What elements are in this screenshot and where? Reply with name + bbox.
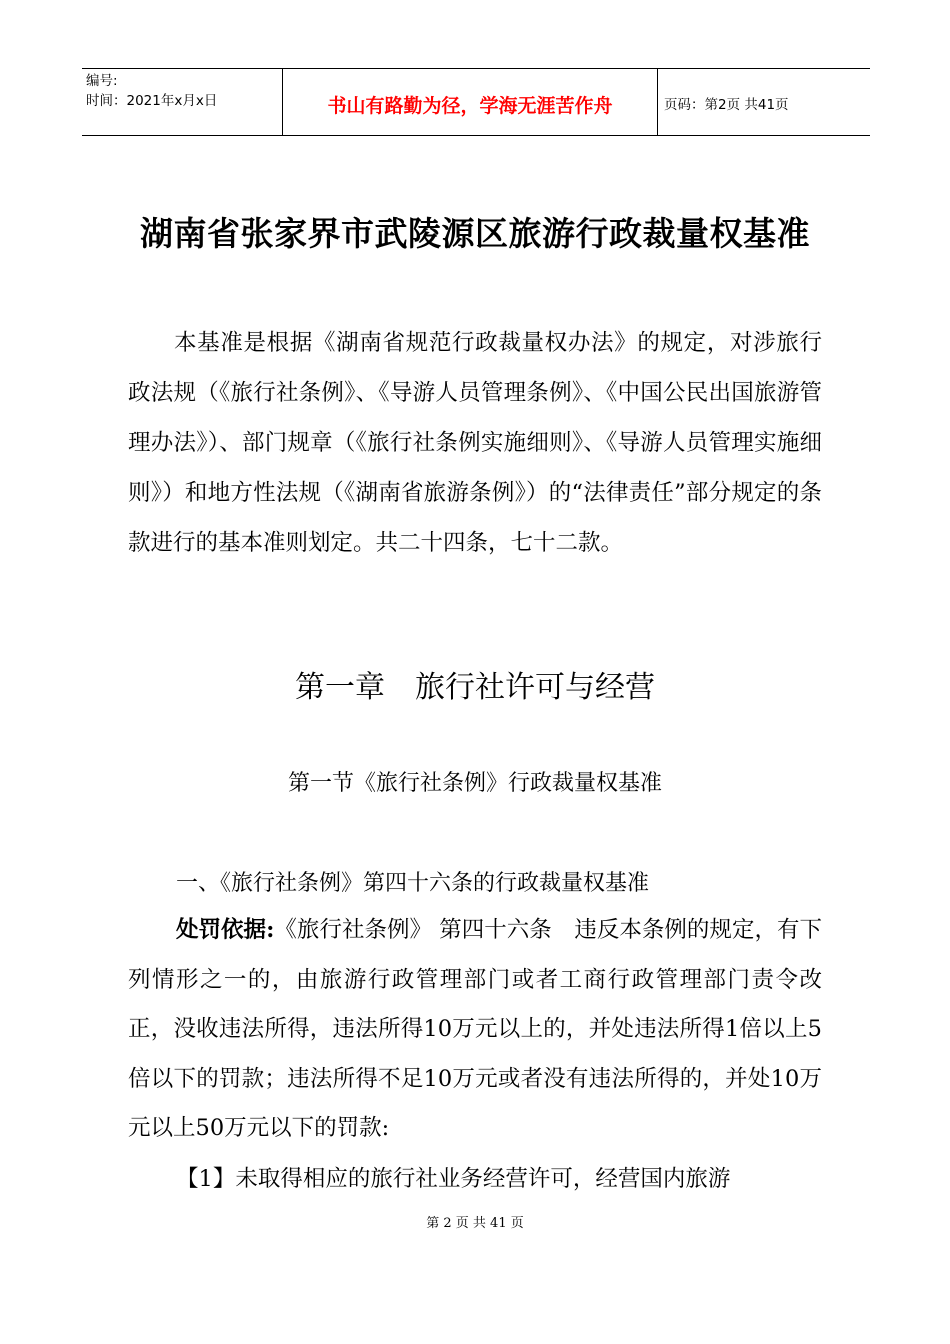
header-page-info: 页码：第2页 共41页 — [664, 97, 789, 113]
penalty-basis-label: 处罚依据: — [176, 917, 275, 943]
header-meta-cell — [82, 69, 282, 135]
page-footer: 第 2 页 共 41 页 — [426, 1216, 524, 1231]
header-number-label: 编号: — [86, 73, 118, 89]
document-title: 湖南省张家界市武陵源区旅游行政裁量权基准 — [140, 214, 810, 253]
clause-1: 【1】未取得相应的旅行社业务经营许可，经营国内旅游 — [176, 1166, 731, 1192]
header-motto: 书山有路勤为径，学海无涯苦作舟 — [282, 69, 658, 135]
section-title: 第一节《旅行社条例》行政裁量权基准 — [287, 771, 662, 796]
header-time-label: 时间：2021年x月x日 — [86, 93, 218, 109]
article-heading: 一、《旅行社条例》第四十六条的行政裁量权基准 — [176, 871, 650, 896]
chapter-title: 第一章 旅行社许可与经营 — [295, 670, 655, 705]
intro-paragraph: 本基准是根据《湖南省规范行政裁量权办法》的规定，对涉旅行政法规（《旅行社条例》、《导游人员管理条例》、《中国公民出国旅游管理办法》）、部门规章（《旅行社条例实施细则》、《导游人员管理实施细则》）和地方性法规（《湖南省旅游条例》）的“法律责任”部分规定的条款进行的基本准则划定。共二十四条，七十二款。 — [128, 330, 822, 556]
penalty-basis-text: 《旅行社条例》 第四十六条 违反本条例的规定，有下列情形之一的，由旅游行政管理部门或者工商行政管理部门责令改正，没收违法所得，违法所得10万元以上的，并处违法所得1倍以上5倍以下的罚款；违法所得不足10万元或者没有违法所得的，并处10万元以上50万元以下的罚款: — [128, 917, 823, 1141]
document-header — [82, 68, 870, 136]
penalty-basis-paragraph — [128, 906, 822, 1154]
